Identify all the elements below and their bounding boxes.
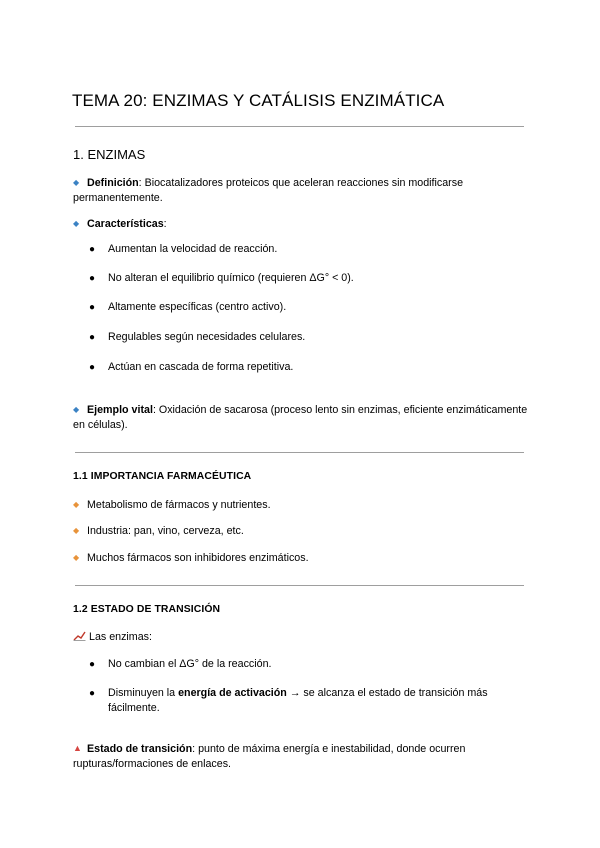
caracteristicas-paragraph — [73, 216, 528, 232]
section-heading-enzimas: 1. ENZIMAS — [73, 147, 146, 162]
bullet-icon: ● — [89, 688, 96, 699]
list-item: ◆ Metabolismo de fármacos y nutrientes. — [73, 499, 271, 511]
caracteristicas-label: Características — [87, 218, 164, 230]
small-orange-diamond-icon: ◆ — [73, 526, 80, 535]
estado-text: : punto de máxima energía e inestabilidad, donde ocurren rupturas/formaciones de enlaces. — [73, 743, 466, 770]
list-item: ● Altamente específicas (centro activo). — [89, 301, 287, 313]
section-heading-estado-transicion: 1.2 ESTADO DE TRANSICIÓN — [73, 604, 221, 615]
bullet-icon: ● — [89, 362, 96, 373]
list-item: ● No alteran el equilibrio químico (requieren ΔG° < 0). — [89, 272, 354, 284]
definicion-text: : Biocatalizadores proteicos que aceleran reacciones sin modificarse permanentemente. — [73, 177, 464, 204]
section-heading-importancia: 1.1 IMPORTANCIA FARMACÉUTICA — [73, 471, 252, 482]
small-blue-diamond-icon: ◆ — [73, 219, 80, 228]
list-item: ● Disminuyen la energía de activación → se alcanza el estado de transición más fácilmente. — [89, 687, 488, 714]
list-item: ◆ Industria: pan, vino, cerveza, etc. — [73, 525, 244, 537]
small-blue-diamond-icon: ◆ — [73, 405, 80, 414]
divider — [75, 452, 524, 453]
red-triangle-icon: ▲ — [73, 743, 82, 753]
list-item: ◆ Muchos fármacos son inhibidores enzimáticos. — [73, 552, 309, 564]
small-orange-diamond-icon: ◆ — [73, 553, 80, 562]
definicion-paragraph — [73, 175, 528, 206]
list-item: ● Regulables según necesidades celulares. — [89, 331, 306, 343]
divider — [75, 126, 524, 127]
list-item: ● Aumentan la velocidad de reacción. — [89, 243, 278, 255]
intro-paragraph: Las enzimas: — [73, 630, 528, 645]
ejemplo-paragraph — [73, 402, 528, 433]
bullet-icon: ● — [89, 332, 96, 343]
definicion-label: Definición — [87, 177, 139, 189]
caracteristicas-suffix: : — [163, 218, 167, 230]
page-title: TEMA 20: ENZIMAS Y CATÁLISIS ENZIMÁTICA — [72, 91, 445, 110]
bullet-icon: ● — [89, 302, 96, 313]
ejemplo-text: : Oxidación de sacarosa (proceso lento sin enzimas, eficiente enzimáticamente en células). — [73, 404, 528, 431]
list-item: ● Actúan en cascada de forma repetitiva. — [89, 361, 294, 373]
bullet-icon: ● — [89, 659, 96, 670]
ejemplo-label: Ejemplo vital — [87, 404, 153, 416]
estado-paragraph — [73, 741, 528, 772]
divider — [75, 585, 524, 586]
bullet-icon: ● — [89, 273, 96, 284]
estado-label: Estado de transición — [87, 743, 193, 755]
small-blue-diamond-icon: ◆ — [73, 178, 80, 187]
small-orange-diamond-icon: ◆ — [73, 500, 80, 509]
bullet-icon: ● — [89, 244, 96, 255]
chart-increasing-icon — [73, 630, 89, 645]
list-item: ● No cambian el ΔG° de la reacción. — [89, 658, 272, 670]
